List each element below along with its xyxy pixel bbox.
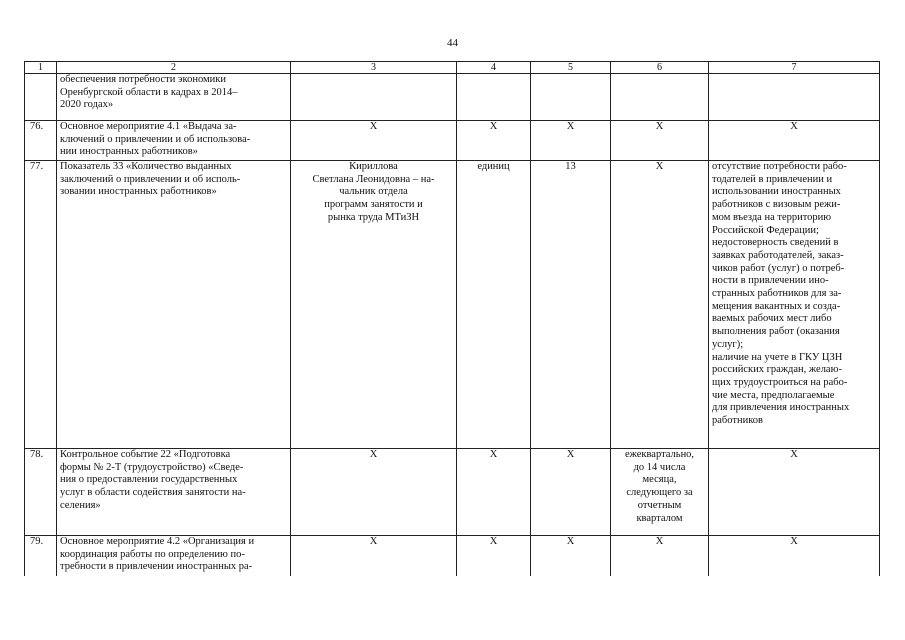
row-number: 76. (25, 121, 57, 161)
risks: Х (709, 121, 880, 161)
value: Х (531, 121, 611, 161)
table-row (25, 536, 880, 576)
responsible: Кириллова Светлана Леонидовна – на- чальник отдела программ занятости и рынка труда МТиЗН (291, 161, 457, 449)
unit: единиц (457, 161, 531, 449)
value (531, 74, 611, 121)
table-row (25, 161, 880, 449)
event-name: Контрольное событие 22 «Подготовка формы № 2-Т (трудоустройство) «Сведе- ния о предоставлении государственных услуг в области содействия занятости на- селения» (57, 449, 291, 536)
header-row (25, 62, 880, 74)
unit (457, 74, 531, 121)
risks: Х (709, 449, 880, 536)
event-name: Показатель 33 «Количество выданных заключений о привлечении и об исполь- зовании иностранных работников» (57, 161, 291, 449)
header-cell: 4 (457, 62, 531, 74)
responsible (291, 74, 457, 121)
header-cell: 6 (611, 62, 709, 74)
value: Х (531, 536, 611, 576)
unit: Х (457, 121, 531, 161)
table-row (25, 74, 880, 121)
event-name: Основное мероприятие 4.1 «Выдача за- ключений о привлечении и об использова- нии иностранных работников» (57, 121, 291, 161)
unit: Х (457, 536, 531, 576)
risks (709, 74, 880, 121)
plan-table (24, 61, 880, 576)
deadline (611, 74, 709, 121)
value: Х (531, 449, 611, 536)
row-number: 77. (25, 161, 57, 449)
deadline: Х (611, 536, 709, 576)
header-cell: 3 (291, 62, 457, 74)
row-number (25, 74, 57, 121)
header-cell: 2 (57, 62, 291, 74)
responsible: Х (291, 121, 457, 161)
value: 13 (531, 161, 611, 449)
page-number: 44 (447, 37, 458, 49)
row-number: 78. (25, 449, 57, 536)
row-number: 79. (25, 536, 57, 576)
event-name: Основное мероприятие 4.2 «Организация и координация работы по определению по- требности в привлечении иностранных ра- (57, 536, 291, 576)
deadline: Х (611, 121, 709, 161)
event-name: обеспечения потребности экономики Оренбургской области в кадрах в 2014– 2020 годах» (57, 74, 291, 121)
responsible: Х (291, 536, 457, 576)
risks: отсутствие потребности рабо- тодателей в привлечении и использовании иностранных работников с визовым режи- мом въезда на территорию Российской Федерации; недостоверность сведений в заявках работодателей, заказ- чиков работ (услуг) о потреб- ности в привлечении ино- странных работников для за- мещения вакантных и созда- ваемых рабочих мест либо выполнения работ (оказания услуг); наличие на учете в ГКУ ЦЗН российских граждан, желаю- щих трудоустроиться на рабо- чие места, предполагаемые для привлечения иностранных работников (709, 161, 880, 449)
table-row (25, 121, 880, 161)
deadline: Х (611, 161, 709, 449)
deadline: ежеквартально, до 14 числа месяца, следующего за отчетным кварталом (611, 449, 709, 536)
header-cell: 7 (709, 62, 880, 74)
unit: Х (457, 449, 531, 536)
header-cell: 1 (25, 62, 57, 74)
responsible: Х (291, 449, 457, 536)
header-cell: 5 (531, 62, 611, 74)
risks: Х (709, 536, 880, 576)
table-row (25, 449, 880, 536)
